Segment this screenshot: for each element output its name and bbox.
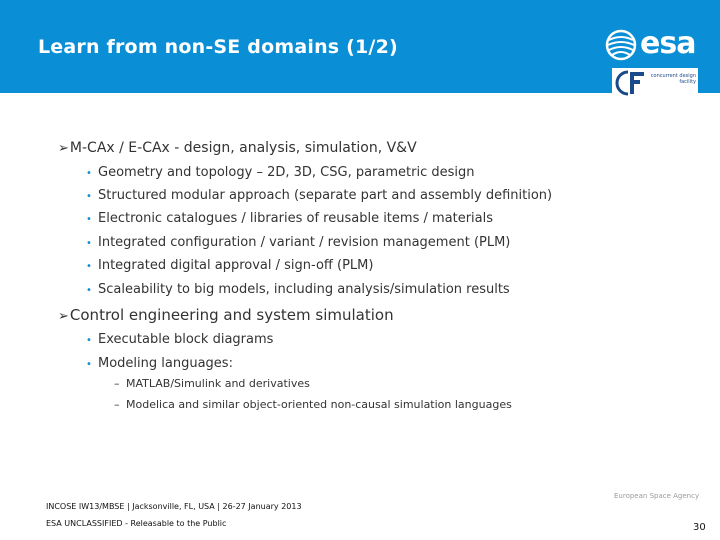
bullet-icon: • bbox=[86, 191, 92, 202]
bullet-item: • Modeling languages: bbox=[86, 356, 233, 371]
bullet-item: • Integrated configuration / variant / revision management (PLM) bbox=[86, 235, 511, 250]
bullet-icon: • bbox=[86, 359, 92, 370]
footer-classification: ESA UNCLASSIFIED - Releasable to the Public bbox=[46, 519, 227, 528]
bullet-item: • Electronic catalogues / libraries of reusable items / materials bbox=[86, 211, 494, 226]
bullet-icon: • bbox=[86, 214, 92, 225]
bullet-icon: • bbox=[86, 335, 92, 346]
bullet-item: • Scaleability to big models, including analysis/simulation results bbox=[86, 282, 510, 297]
bullet-icon: • bbox=[86, 238, 92, 249]
dash-icon: – bbox=[114, 398, 120, 411]
sub-bullet-item: – Modelica and similar object-oriented non-causal simulation languages bbox=[114, 398, 512, 411]
arrow-icon: ➢ bbox=[58, 309, 69, 324]
page-number: 30 bbox=[693, 522, 706, 533]
esa-logo-text: esa bbox=[640, 26, 696, 61]
arrow-icon: ➢ bbox=[58, 141, 69, 156]
sub-bullet-item: – MATLAB/Simulink and derivatives bbox=[114, 377, 310, 390]
section-heading: ➢M-CAx / E-CAx - design, analysis, simulation, V&V bbox=[58, 140, 417, 156]
bullet-icon: • bbox=[86, 261, 92, 272]
section-heading: ➢Control engineering and system simulation bbox=[58, 306, 394, 324]
bullet-item: • Structured modular approach (separate part and assembly definition) bbox=[86, 188, 553, 203]
slide-title: Learn from non-SE domains (1/2) bbox=[38, 36, 398, 58]
footer-event: INCOSE IW13/MBSE | Jacksonville, FL, USA | 26-27 January 2013 bbox=[46, 502, 302, 511]
bullet-item: • Integrated digital approval / sign-off (PLM) bbox=[86, 258, 374, 273]
cdf-logo-text: concurrent design facility bbox=[650, 73, 696, 85]
bullet-icon: • bbox=[86, 285, 92, 296]
dash-icon: – bbox=[114, 377, 120, 390]
bullet-icon: • bbox=[86, 168, 92, 179]
bullet-item: • Executable block diagrams bbox=[86, 332, 274, 347]
footer-agency: European Space Agency bbox=[614, 492, 700, 500]
bullet-item: • Geometry and topology – 2D, 3D, CSG, parametric design bbox=[86, 165, 475, 180]
